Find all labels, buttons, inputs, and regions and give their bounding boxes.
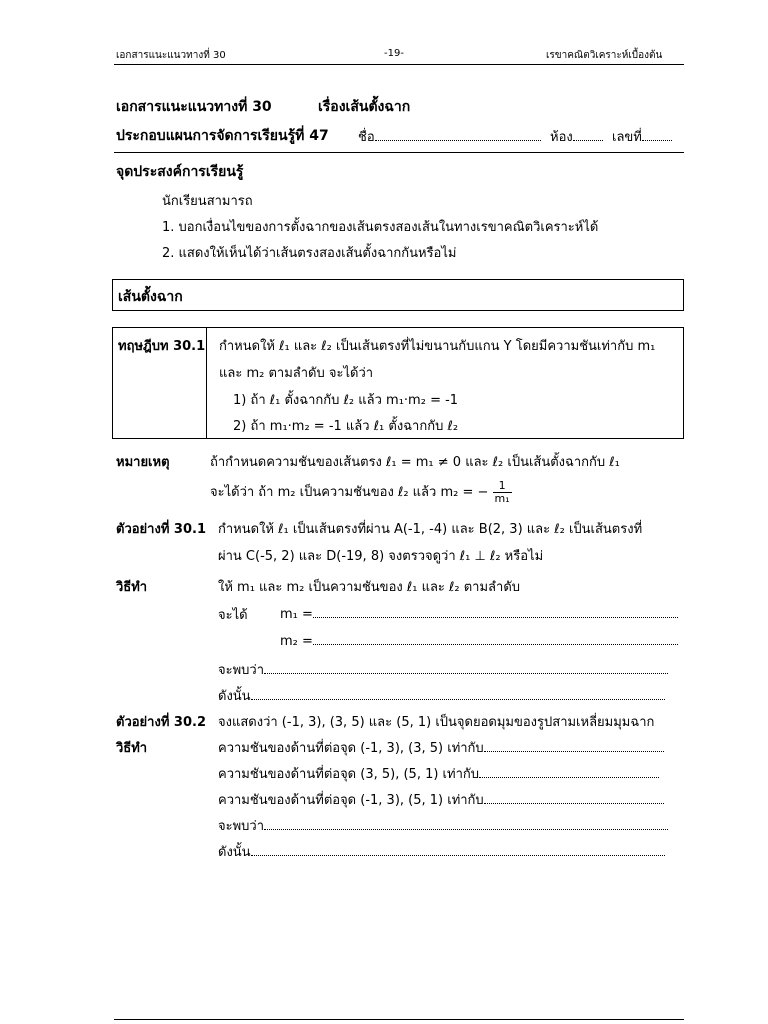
example2-therefore-label: ดังนั้น <box>218 845 251 860</box>
example2-line-1: จงแสดงว่า (-1, 3), (3, 5) และ (5, 1) เป็นจุดยอดมุมของรูปสามเหลี่ยมมุมฉาก <box>218 715 655 730</box>
note-label: หมายเหตุ <box>116 455 170 470</box>
theorem-divider <box>206 327 207 439</box>
header-page-number: -19- <box>384 48 404 59</box>
slope-2-field[interactable] <box>218 763 659 784</box>
example2-found-label: จะพบว่า <box>218 819 265 834</box>
theorem-case-2: 2) ถ้า m₁·m₂ = -1 แล้ว ℓ₁ ตั้งฉากกับ ℓ₂ <box>233 419 459 434</box>
slope-3-blank[interactable] <box>484 791 664 804</box>
section-title-box <box>112 279 684 311</box>
slope-1-blank[interactable] <box>484 739 664 752</box>
example2-found-field[interactable] <box>218 815 668 836</box>
example2-found-blank[interactable] <box>264 817 668 830</box>
example1-therefore-blank[interactable] <box>251 687 665 700</box>
note-line-1: ถ้ากำหนดความชันของเส้นตรง ℓ₁ = m₁ ≠ 0 และ ℓ₂ เป็นเส้นตั้งฉากกับ ℓ₁ <box>210 455 620 470</box>
number-label: เลขที่ <box>612 130 642 145</box>
fraction-numerator: 1 <box>493 480 512 493</box>
section-title: เส้นตั้งฉาก <box>118 289 183 305</box>
objectives-heading: จุดประสงค์การเรียนรู้ <box>116 164 244 180</box>
objectives-intro: นักเรียนสามารถ <box>162 194 253 209</box>
theorem-box <box>112 327 684 439</box>
name-blank[interactable] <box>375 128 541 141</box>
example2-therefore-blank[interactable] <box>251 843 665 856</box>
fraction-denominator: m₁ <box>494 492 510 505</box>
example1-line-1: กำหนดให้ ℓ₁ เป็นเส้นตรงที่ผ่าน A(-1, -4) และ B(2, 3) และ ℓ₂ เป็นเส้นตรงที่ <box>218 522 643 537</box>
example1-get-label: จะได้ <box>218 608 248 623</box>
example1-therefore-label: ดังนั้น <box>218 689 251 704</box>
theorem-label: ทฤษฎีบท 30.1 <box>118 339 206 354</box>
m2-blank[interactable] <box>313 632 678 645</box>
room-field[interactable] <box>550 126 603 147</box>
example1-found-blank[interactable] <box>264 661 668 674</box>
doc-topic: เรื่องเส้นตั้งฉาก <box>318 99 411 115</box>
m1-label: m₁ = <box>280 607 313 622</box>
number-field[interactable] <box>612 126 672 147</box>
example1-solution-line: ให้ m₁ และ m₂ เป็นความชันของ ℓ₁ และ ℓ₂ ตามลำดับ <box>218 580 521 595</box>
example2-solution-label: วิธีทำ <box>116 741 148 756</box>
slope-1-field[interactable] <box>218 737 664 758</box>
m2-label: m₂ = <box>280 634 313 649</box>
example1-line-2: ผ่าน C(-5, 2) และ D(-19, 8) จงตรวจดูว่า ℓ₁ ⊥ ℓ₂ หรือไม่ <box>218 549 544 564</box>
room-blank[interactable] <box>573 128 603 141</box>
example1-solution-label: วิธีทำ <box>116 580 148 595</box>
plan-title: ประกอบแผนการจัดการเรียนรู้ที่ 47 <box>116 128 329 144</box>
note-fraction <box>493 480 512 505</box>
example1-label: ตัวอย่างที่ 30.1 <box>116 522 206 537</box>
m1-blank[interactable] <box>313 605 678 618</box>
example2-therefore-field[interactable] <box>218 841 665 862</box>
name-label: ชื่อ <box>358 130 375 145</box>
title-rule <box>114 152 684 153</box>
example1-found-field[interactable] <box>218 659 668 680</box>
header-left: เอกสารแนะแนวทางที่ 30 <box>116 50 226 61</box>
theorem-case-1: 1) ถ้า ℓ₁ ตั้งฉากกับ ℓ₂ แล้ว m₁·m₂ = -1 <box>233 393 459 408</box>
theorem-line-1: กำหนดให้ ℓ₁ และ ℓ₂ เป็นเส้นตรงที่ไม่ขนานกับแกน Y โดยมีความชันเท่ากับ m₁ <box>219 339 656 354</box>
number-blank[interactable] <box>642 128 672 141</box>
slope-3-field[interactable] <box>218 789 664 810</box>
example1-therefore-field[interactable] <box>218 685 665 706</box>
slope-2-blank[interactable] <box>479 765 659 778</box>
room-label: ห้อง <box>550 130 573 145</box>
slope-2-label: ความชันของด้านที่ต่อจุด (3, 5), (5, 1) เท่ากับ <box>218 767 479 782</box>
slope-1-label: ความชันของด้านที่ต่อจุด (-1, 3), (3, 5) เท่ากับ <box>218 741 484 756</box>
theorem-line-2: และ m₂ ตามลำดับ จะได้ว่า <box>219 366 374 381</box>
note-line-2 <box>210 480 512 505</box>
m1-field[interactable] <box>280 605 678 622</box>
name-field[interactable] <box>358 126 541 147</box>
m2-field[interactable] <box>280 632 678 649</box>
example2-label: ตัวอย่างที่ 30.2 <box>116 715 206 730</box>
footer-rule <box>114 1019 684 1020</box>
slope-3-label: ความชันของด้านที่ต่อจุด (-1, 3), (5, 1) เท่ากับ <box>218 793 484 808</box>
note-line-2-text: จะได้ว่า ถ้า m₂ เป็นความชันของ ℓ₂ แล้ว m₂ = − <box>210 485 489 500</box>
header-right: เรขาคณิตวิเคราะห์เบื้องต้น <box>546 50 663 61</box>
doc-title: เอกสารแนะแนวทางที่ 30 <box>116 99 272 115</box>
objective-item-1: 1. บอกเงื่อนไขของการตั้งฉากของเส้นตรงสองเส้นในทางเรขาคณิตวิเคราะห์ได้ <box>162 220 599 235</box>
example1-found-label: จะพบว่า <box>218 663 265 678</box>
objective-item-2: 2. แสดงให้เห็นได้ว่าเส้นตรงสองเส้นตั้งฉากกันหรือไม่ <box>162 246 457 261</box>
header-rule <box>114 64 684 65</box>
